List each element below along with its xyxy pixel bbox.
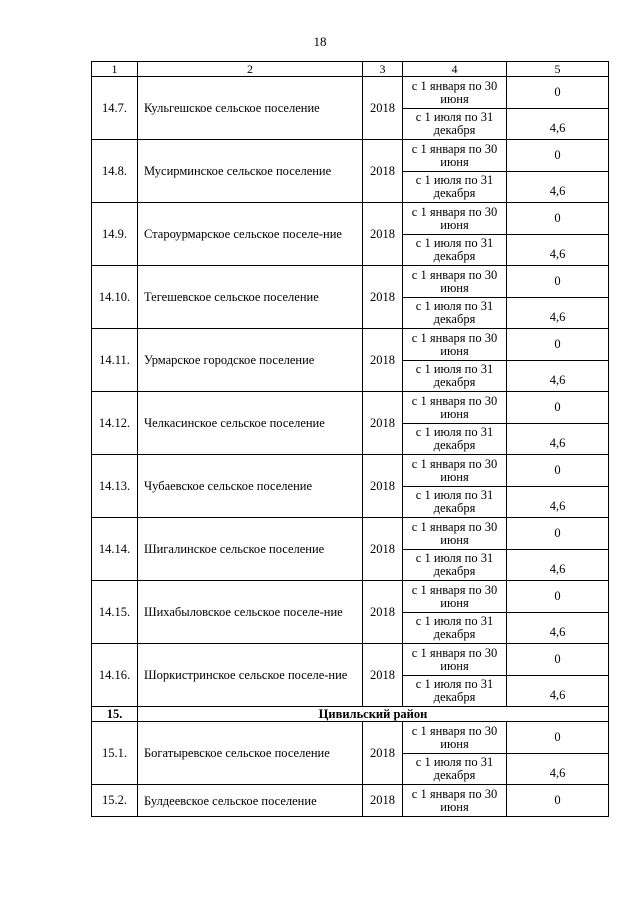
row-year: 2018 <box>363 518 403 581</box>
table-row <box>92 392 609 424</box>
settlement-name: Мусирминское сельское поселение <box>138 140 363 203</box>
rate-first-half: 0 <box>507 581 609 613</box>
period-second: с 1 июля по 31 декабря <box>403 754 507 785</box>
row-year: 2018 <box>363 722 403 785</box>
period-second: с 1 июля по 31 декабря <box>403 109 507 140</box>
period-second: с 1 июля по 31 декабря <box>403 487 507 518</box>
rate-first-half: 0 <box>507 329 609 361</box>
header-col-5: 5 <box>507 62 609 77</box>
rate-first-half: 0 <box>507 722 609 754</box>
row-year: 2018 <box>363 392 403 455</box>
row-number: 14.14. <box>92 518 138 581</box>
row-year: 2018 <box>363 644 403 707</box>
period-second: с 1 июля по 31 декабря <box>403 235 507 266</box>
row-number: 14.8. <box>92 140 138 203</box>
table-row <box>92 455 609 487</box>
rate-first-half: 0 <box>507 140 609 172</box>
row-number: 14.13. <box>92 455 138 518</box>
rate-second-half: 4,6 <box>507 361 609 392</box>
settlement-name: Тегешевское сельское поселение <box>138 266 363 329</box>
settlement-name: Староурмарское сельское поселе-ние <box>138 203 363 266</box>
period-second: с 1 июля по 31 декабря <box>403 424 507 455</box>
rate-second-half: 4,6 <box>507 172 609 203</box>
period-first: с 1 января по 30 июня <box>403 722 507 754</box>
rate-first-half: 0 <box>507 266 609 298</box>
row-number: 14.7. <box>92 77 138 140</box>
row-number: 15.1. <box>92 722 138 785</box>
rate-second-half: 4,6 <box>507 424 609 455</box>
district-row <box>92 707 609 722</box>
table-row <box>92 203 609 235</box>
rate-first-half: 0 <box>507 392 609 424</box>
row-number: 14.15. <box>92 581 138 644</box>
row-year: 2018 <box>363 455 403 518</box>
period-second: с 1 июля по 31 декабря <box>403 550 507 581</box>
settlement-name: Урмарское городское поселение <box>138 329 363 392</box>
settlement-name: Шигалинское сельское поселение <box>138 518 363 581</box>
table-row <box>92 722 609 754</box>
settlement-name: Челкасинское сельское поселение <box>138 392 363 455</box>
row-year: 2018 <box>363 140 403 203</box>
period-first: с 1 января по 30 июня <box>403 266 507 298</box>
page-number: 18 <box>313 34 327 49</box>
period-first: с 1 января по 30 июня <box>403 392 507 424</box>
period-second: с 1 июля по 31 декабря <box>403 172 507 203</box>
rate-second-half: 4,6 <box>507 487 609 518</box>
period-first: с 1 января по 30 июня <box>403 518 507 550</box>
period-second: с 1 июля по 31 декабря <box>403 361 507 392</box>
table-row <box>92 329 609 361</box>
rate-first-half: 0 <box>507 644 609 676</box>
rate-first-half: 0 <box>507 77 609 109</box>
row-year: 2018 <box>363 785 403 817</box>
row-number: 15.2. <box>92 785 138 817</box>
table-row <box>92 77 609 109</box>
tax-rate-table <box>91 61 609 817</box>
period-first: с 1 января по 30 июня <box>403 581 507 613</box>
rate-first-half: 0 <box>507 203 609 235</box>
row-year: 2018 <box>363 581 403 644</box>
row-number: 14.12. <box>92 392 138 455</box>
settlement-name: Кульгешское сельское поселение <box>138 77 363 140</box>
period-first: с 1 января по 30 июня <box>403 455 507 487</box>
rate-second-half: 4,6 <box>507 613 609 644</box>
settlement-name: Шоркистринское сельское поселе-ние <box>138 644 363 707</box>
period-first: с 1 января по 30 июня <box>403 644 507 676</box>
period-first: с 1 января по 30 июня <box>403 203 507 235</box>
row-number: 14.9. <box>92 203 138 266</box>
settlement-name: Шихабыловское сельское поселе-ние <box>138 581 363 644</box>
row-year: 2018 <box>363 266 403 329</box>
district-name: Цивильский район <box>138 707 609 722</box>
table-row <box>92 140 609 172</box>
header-row <box>92 62 609 77</box>
row-number: 14.16. <box>92 644 138 707</box>
row-year: 2018 <box>363 203 403 266</box>
settlement-name: Чубаевское сельское поселение <box>138 455 363 518</box>
table-row <box>92 518 609 550</box>
row-number: 14.10. <box>92 266 138 329</box>
header-col-2: 2 <box>138 62 363 77</box>
table-row <box>92 644 609 676</box>
header-col-3: 3 <box>363 62 403 77</box>
period-first: с 1 января по 30 июня <box>403 329 507 361</box>
rate-second-half: 4,6 <box>507 550 609 581</box>
period-second: с 1 июля по 31 декабря <box>403 676 507 707</box>
table-row <box>92 785 609 817</box>
header-col-1: 1 <box>92 62 138 77</box>
rate-second-half: 4,6 <box>507 298 609 329</box>
period-first: с 1 января по 30 июня <box>403 785 507 817</box>
rate-second-half: 4,6 <box>507 754 609 785</box>
row-number: 14.11. <box>92 329 138 392</box>
settlement-name: Богатыревское сельское поселение <box>138 722 363 785</box>
period-second: с 1 июля по 31 декабря <box>403 298 507 329</box>
table-row <box>92 266 609 298</box>
rate-second-half: 4,6 <box>507 109 609 140</box>
period-second: с 1 июля по 31 декабря <box>403 613 507 644</box>
rate-first-half: 0 <box>507 785 609 817</box>
row-year: 2018 <box>363 329 403 392</box>
rate-first-half: 0 <box>507 518 609 550</box>
district-number: 15. <box>92 707 138 722</box>
rate-second-half: 4,6 <box>507 235 609 266</box>
table-row <box>92 581 609 613</box>
settlement-name: Булдеевское сельское поселение <box>138 785 363 817</box>
period-first: с 1 января по 30 июня <box>403 77 507 109</box>
rate-first-half: 0 <box>507 455 609 487</box>
rate-second-half: 4,6 <box>507 676 609 707</box>
header-col-4: 4 <box>403 62 507 77</box>
period-first: с 1 января по 30 июня <box>403 140 507 172</box>
row-year: 2018 <box>363 77 403 140</box>
